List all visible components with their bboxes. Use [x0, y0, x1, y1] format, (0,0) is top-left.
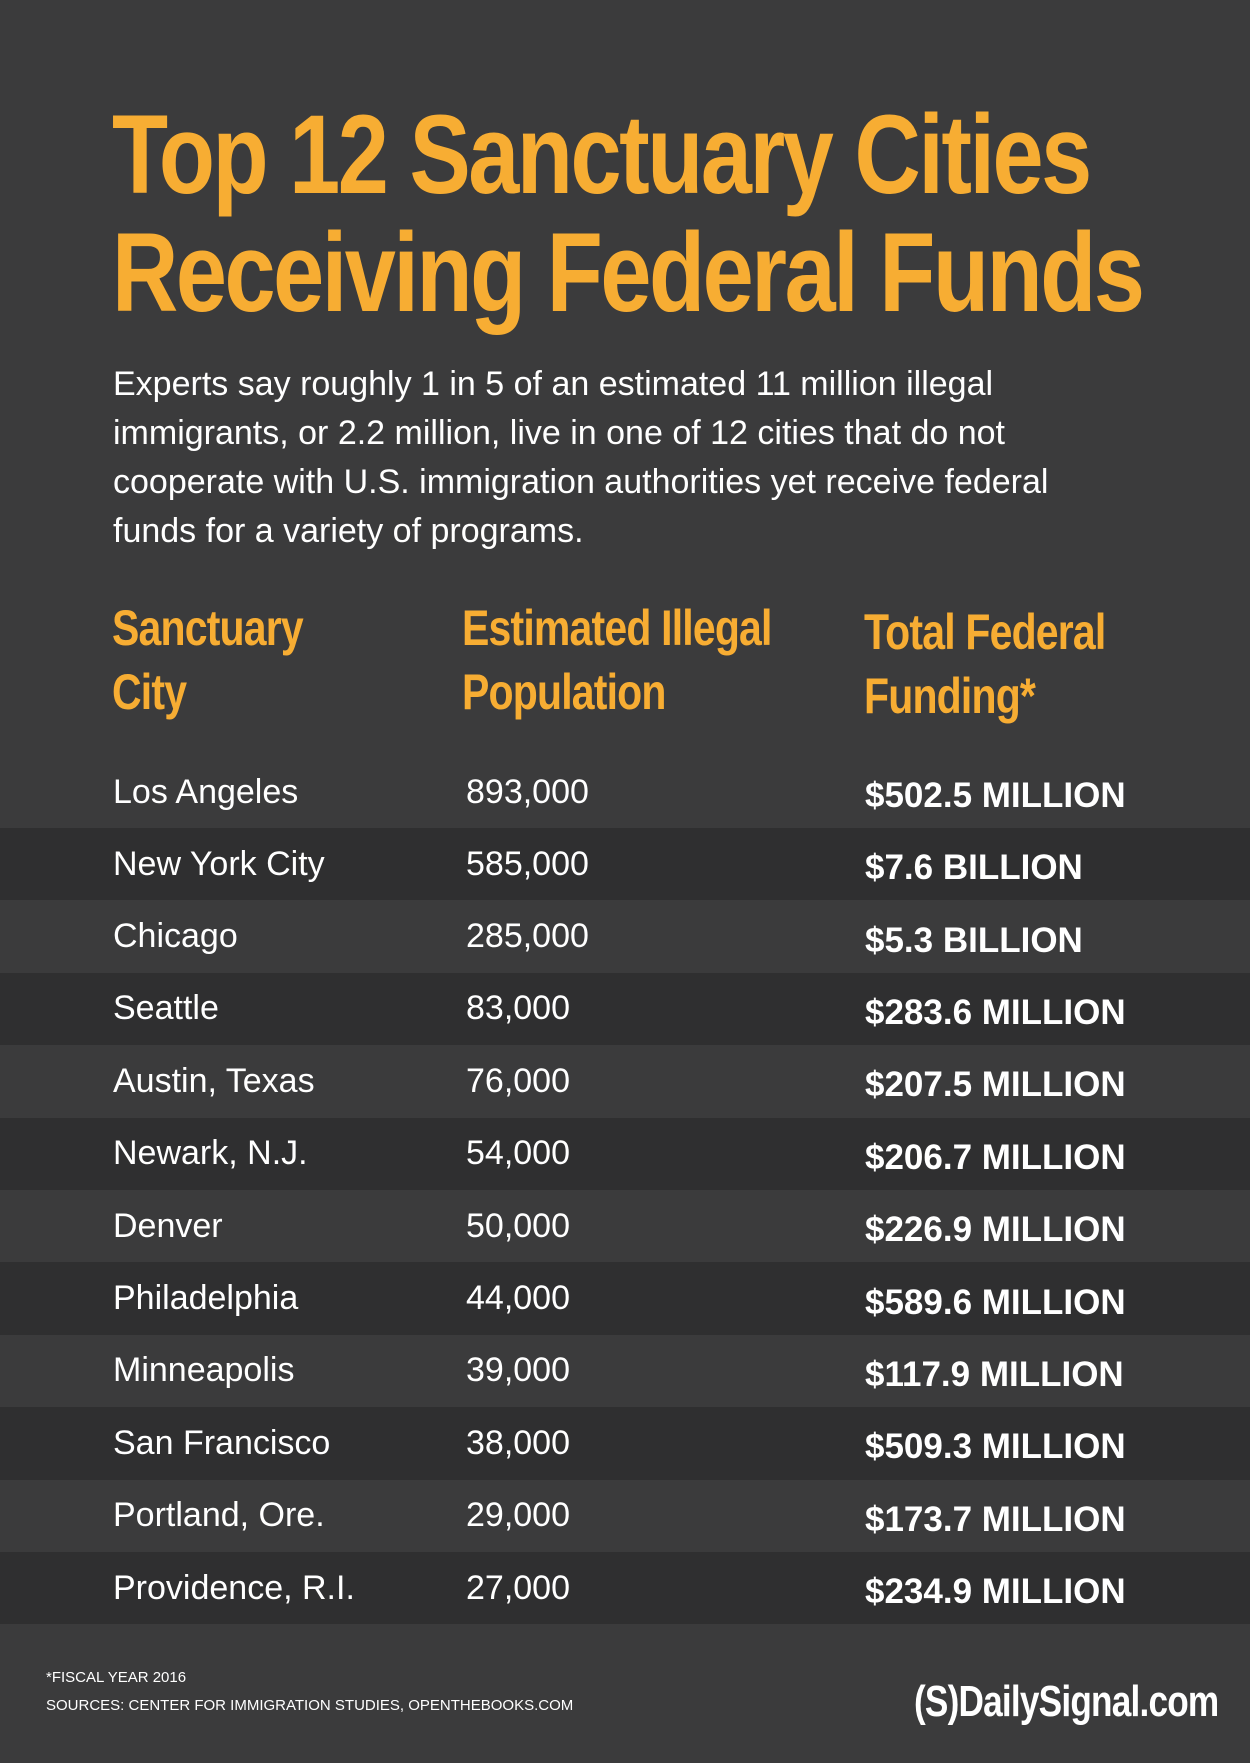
funding-cell: $5.3 BILLION [865, 920, 1083, 960]
footer-notes [46, 1664, 573, 1720]
table-row [0, 1407, 1250, 1479]
column-header-population-line-2: Population [462, 664, 666, 720]
city-cell: Seattle [113, 989, 219, 1028]
fiscal-year-note: *FISCAL YEAR 2016 [46, 1669, 187, 1686]
column-header-population [462, 596, 772, 724]
logo-text: (S)DailySignal.com [914, 1677, 1219, 1726]
column-header-funding-line-1: Total Federal [864, 604, 1106, 660]
page-title [112, 92, 1143, 335]
column-header-city-line-2: City [112, 664, 187, 720]
city-cell: Providence, R.I. [113, 1568, 355, 1607]
column-header-city [112, 596, 303, 724]
funding-cell: $234.9 MILLION [865, 1572, 1126, 1612]
city-cell: Austin, Texas [113, 1061, 315, 1100]
population-cell: 39,000 [466, 1351, 570, 1390]
column-header-population-line-1: Estimated Illegal [462, 600, 772, 656]
city-cell: Denver [113, 1206, 223, 1245]
funding-cell: $283.6 MILLION [865, 992, 1126, 1032]
column-header-funding-line-2: Funding* [864, 668, 1036, 724]
population-cell: 76,000 [466, 1061, 570, 1100]
funding-cell: $226.9 MILLION [865, 1210, 1126, 1250]
funding-cell: $207.5 MILLION [865, 1065, 1126, 1105]
population-cell: 54,000 [466, 1134, 570, 1173]
column-header-funding [864, 600, 1105, 728]
funding-cell: $173.7 MILLION [865, 1499, 1126, 1539]
funding-cell: $206.7 MILLION [865, 1137, 1126, 1177]
table-row [0, 1045, 1250, 1117]
sources-note: SOURCES: CENTER FOR IMMIGRATION STUDIES, OPENTHEBOOKS.COM [46, 1697, 574, 1714]
city-cell: Newark, N.J. [113, 1134, 308, 1173]
table-row [0, 1190, 1250, 1262]
table-row [0, 1480, 1250, 1552]
population-cell: 50,000 [466, 1206, 570, 1245]
table-row [0, 1118, 1250, 1190]
city-cell: Portland, Ore. [113, 1496, 325, 1535]
daily-signal-logo [914, 1672, 1250, 1732]
funding-cell: $589.6 MILLION [865, 1282, 1126, 1322]
city-cell: San Francisco [113, 1423, 331, 1462]
population-cell: 44,000 [466, 1279, 570, 1318]
city-cell: Philadelphia [113, 1279, 299, 1318]
table-row [0, 828, 1250, 900]
table-row [0, 1262, 1250, 1334]
population-cell: 893,000 [466, 772, 589, 811]
population-cell: 29,000 [466, 1496, 570, 1535]
population-cell: 27,000 [466, 1568, 570, 1607]
population-cell: 285,000 [466, 917, 589, 956]
table-row [0, 973, 1250, 1045]
intro-paragraph: Experts say roughly 1 in 5 of an estimated 11 million illegal immigrants, or 2.2 million, live in one of 12 cities that do not cooperate with U.S. immigration authorities yet receive federal funds for a variety of programs. [113, 365, 1049, 550]
column-header-city-line-1: Sanctuary [112, 600, 303, 656]
city-cell: Los Angeles [113, 772, 299, 811]
table-row [0, 1335, 1250, 1407]
funding-cell: $502.5 MILLION [865, 776, 1126, 816]
table-row [0, 1552, 1250, 1624]
title-line-2: Receiving Federal Funds [112, 210, 1143, 335]
table-row [0, 730, 1250, 828]
funding-cell: $117.9 MILLION [865, 1354, 1124, 1394]
title-line-1: Top 12 Sanctuary Cities [112, 92, 1090, 217]
data-table [0, 756, 1250, 1624]
city-cell: New York City [113, 844, 325, 883]
population-cell: 38,000 [466, 1423, 570, 1462]
population-cell: 83,000 [466, 989, 570, 1028]
population-cell: 585,000 [466, 844, 589, 883]
funding-cell: $7.6 BILLION [865, 848, 1083, 888]
city-cell: Minneapolis [113, 1351, 295, 1390]
table-row [0, 900, 1250, 972]
funding-cell: $509.3 MILLION [865, 1427, 1126, 1467]
city-cell: Chicago [113, 917, 238, 956]
